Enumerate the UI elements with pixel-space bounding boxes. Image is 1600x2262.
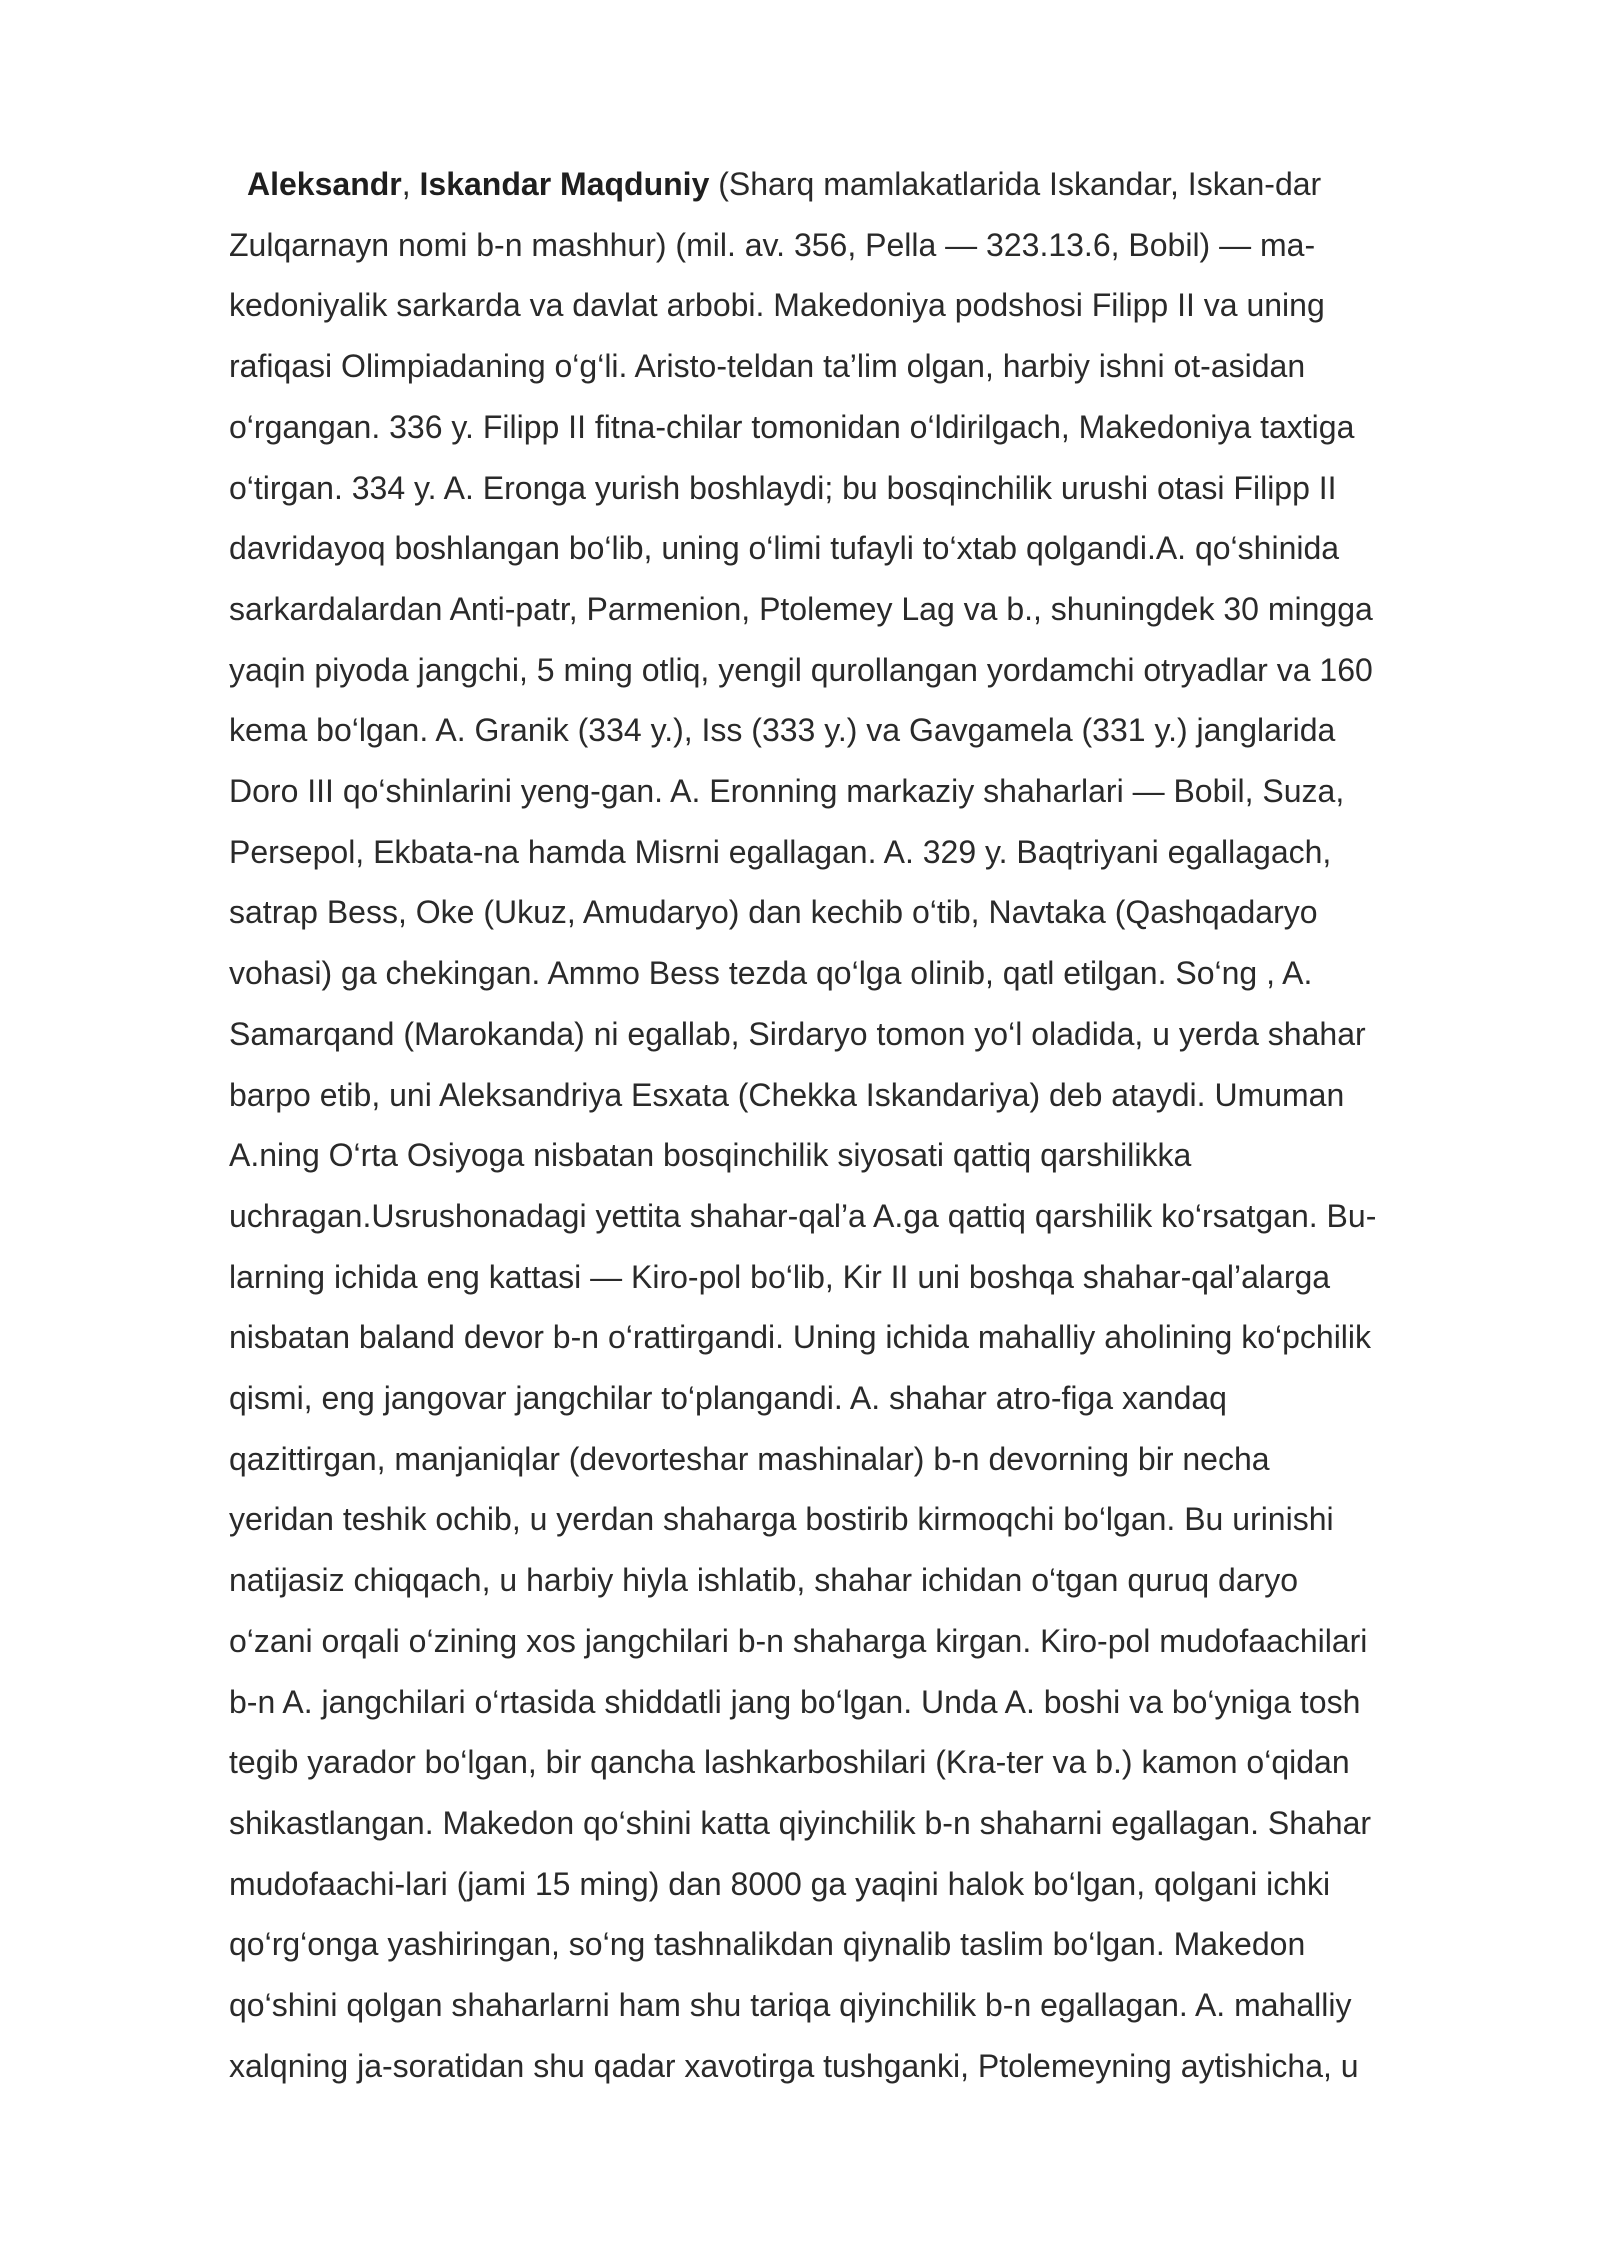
article-line: Samarqand (Marokanda) ni egallab, Sirdaryo tomon yo‘l oladida, u yerda shahar [229,1015,1366,1052]
article-line: Persepol, Ekbata-na hamda Misrni egallagan. A. 329 y. Baqtriyani egallagach, [229,833,1332,870]
article-line: yeridan teshik ochib, u yerdan shaharga bostirib kirmoqchi bo‘lgan. Bu urinishi [229,1501,1334,1538]
article-line: sarkardalardan Anti-patr, Parmenion, Ptolemey Lag va b., shuningdek 30 mingga [229,590,1373,627]
article-line: kedoniyalik sarkarda va davlat arbobi. Makedoniya podshosi Filipp II va uning [229,287,1325,324]
article-line: Zulqarnayn nomi b-n mashhur) (mil. av. 356, Pella — 323.13.6, Bobil) — ma- [229,226,1316,263]
article-line: o‘rgangan. 336 y. Filipp II fitna-chilar tomonidan o‘ldirilgach, Makedoniya taxtiga [229,408,1355,445]
article-line: o‘zani orqali o‘zining xos jangchilari b-n shaharga kirgan. Kiro-pol mudofaachilari [229,1622,1368,1659]
article-line: nisbatan baland devor b-n o‘rattirgandi. Uning ichida mahalliy aholining ko‘pchilik [229,1319,1372,1356]
article-line: barpo etib, uni Aleksandriya Esxata (Chekka Iskandariya) deb ataydi. Umuman [229,1076,1345,1113]
article-line: natijasiz chiqqach, u harbiy hiyla ishlatib, shahar ichidan o‘tgan quruq daryo [229,1562,1299,1599]
article-line: qismi, eng jangovar jangchilar to‘plangandi. A. shahar atro-figa xandaq [229,1380,1227,1417]
article-line: qo‘rg‘onga yashiringan, so‘ng tashnalikdan qiynalib taslim bo‘lgan. Makedon [229,1926,1306,1963]
article-text [229,154,1529,2097]
first-line-text: (Sharq mamlakatlarida Iskandar, Iskan-dar [709,166,1322,202]
article-line: A.ning O‘rta Osiyoga nisbatan bosqinchilik siyosati qattiq qarshilikka [229,1137,1192,1174]
article-line: satrap Bess, Oke (Ukuz, Amudaryo) dan kechib o‘tib, Navtaka (Qashqadaryo [229,894,1318,931]
article-line: o‘tirgan. 334 y. A. Eronga yurish boshlaydi; bu bosqinchilik urushi otasi Filipp II [229,469,1337,506]
article-line: larning ichida eng kattasi — Kiro-pol bo‘lib, Kir II uni boshqa shahar-qal’alarga [229,1258,1331,1295]
article-line: uchragan.Usrushonadagi yettita shahar-qal’a A.ga qattiq qarshilik ko‘rsatgan. Bu- [229,1197,1377,1234]
article-line: davridayoq boshlangan bo‘lib, uning o‘limi tufayli to‘xtab qolgandi.A. qo‘shinida [229,530,1340,567]
article-line: qazittirgan, manjaniqlar (devorteshar mashinalar) b-n devorning bir necha [229,1440,1270,1477]
headword-alias: Iskandar Maqduniy [419,166,710,202]
article-line: Doro III qo‘shinlarini yeng-gan. A. Eronning markaziy shaharlari — Bobil, Suza, [229,773,1345,810]
article-line: kema bo‘lgan. A. Granik (334 y.), Iss (333 y.) va Gavgamela (331 y.) janglarida [229,712,1336,749]
article-line: rafiqasi Olimpiadaning o‘g‘li. Aristo-teldan ta’lim olgan, harbiy ishni ot-asidan [229,348,1306,385]
article-line: vohasi) ga chekingan. Ammo Bess tezda qo‘lga olinib, qatl etilgan. So‘ng , A. [229,955,1313,992]
headword: Aleksandr [247,166,402,202]
article-line: qo‘shini qolgan shaharlarni ham shu tariqa qiyinchilik b-n egallagan. A. mahalliy [229,1987,1352,2024]
article-line: tegib yarador bo‘lgan, bir qancha lashkarboshilari (Kra-ter va b.) kamon o‘qidan [229,1744,1350,1781]
article-line: mudofaachi-lari (jami 15 ming) dan 8000 ga yaqini halok bo‘lgan, qolgani ichki [229,1865,1331,1902]
article-line: xalqning ja-soratidan shu qadar xavotirga tushganki, Ptolemeyning aytishicha, u [229,2047,1359,2084]
article-line: b-n A. jangchilari o‘rtasida shiddatli jang bo‘lgan. Unda A. boshi va bo‘yniga tosh [229,1683,1361,1720]
headword-separator: , [401,166,420,202]
article-first-line [229,154,1529,215]
article-body-lines [229,215,1529,2097]
article-line: shikastlangan. Makedon qo‘shini katta qiyinchilik b-n shaharni egallagan. Shahar [229,1804,1372,1841]
article-line: yaqin piyoda jangchi, 5 ming otliq, yengil qurollangan yordamchi otryadlar va 160 [229,651,1373,688]
